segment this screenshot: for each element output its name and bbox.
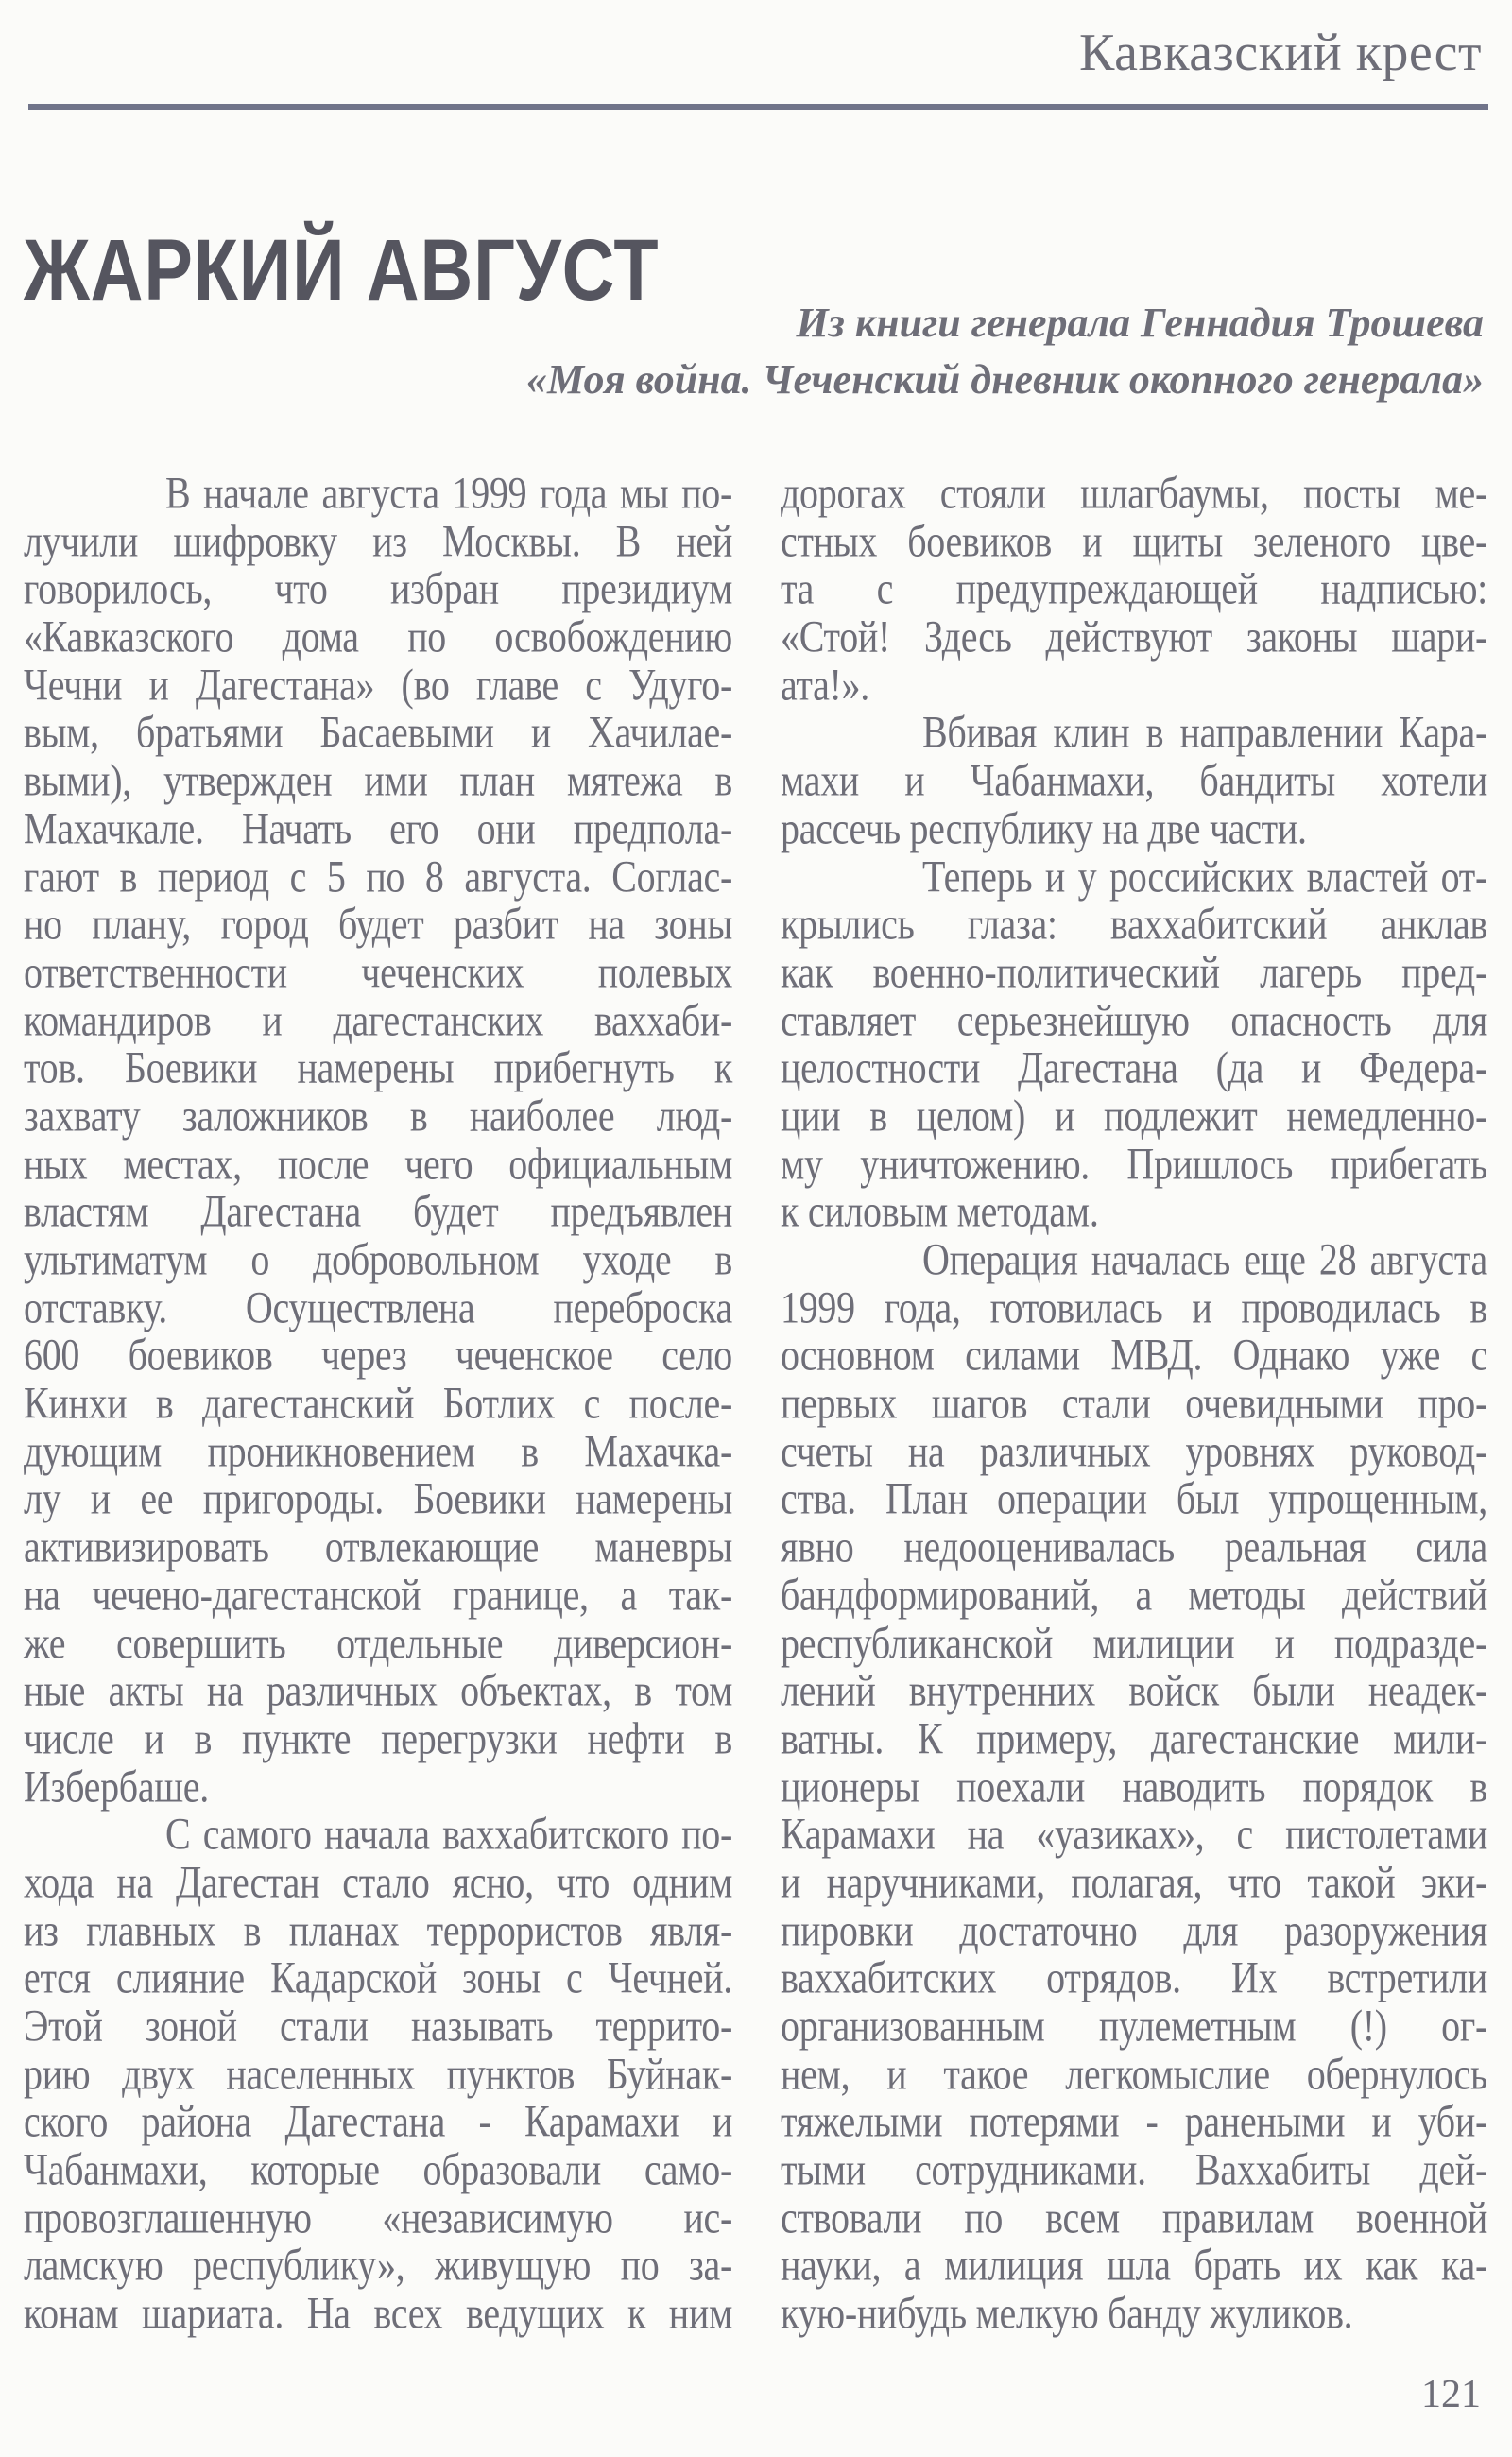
text-line: счеты на различных уровнях руковод- (781, 1425, 1487, 1477)
text-line: лений внутренних войск были неадек- (781, 1664, 1487, 1716)
text-line: кую-нибудь мелкую банду жуликов. (781, 2287, 1353, 2339)
text-line: С самого начала ваххабитского по- (165, 1808, 732, 1860)
text-line: и наручниками, полагая, что такой эки- (781, 1856, 1487, 1908)
text-line: ства. План операции был упрощенным, (781, 1472, 1487, 1524)
text-line: Теперь и у российских властей от- (922, 850, 1487, 902)
text-column-left (24, 467, 732, 2339)
text-line: числе и в пункте перегрузки нефти в (24, 1712, 732, 1764)
text-line: к силовым методам. (781, 1185, 1099, 1237)
text-line: пировки достаточно для разоружения (781, 1903, 1487, 1955)
text-line: рассечь республику на две части. (781, 802, 1307, 854)
text-line: махи и Чабанмахи, бандиты хотели (781, 754, 1487, 806)
text-line: «Стой! Здесь действуют законы шари- (781, 610, 1487, 662)
text-line: как военно-политический лагерь пред- (781, 946, 1487, 998)
text-line: тов. Боевики намерены прибегнуть к (24, 1041, 732, 1093)
text-line: Кинхи в дагестанский Ботлих с после- (24, 1377, 732, 1429)
text-line: первых шагов стали очевидными про- (781, 1377, 1487, 1429)
text-line: ции в целом) и подлежит немедленно- (781, 1090, 1487, 1142)
text-line: лу и ее пригороды. Боевики намерены (24, 1472, 732, 1524)
text-line: Вбивая клин в направлении Кара- (922, 706, 1487, 758)
text-line: ответственности чеченских полевых (24, 946, 732, 998)
text-line: говорилось, что избран президиум (24, 562, 732, 614)
text-line: му уничтожению. Пришлось прибегать (781, 1137, 1487, 1189)
page-title: ЖАРКИЙ АВГУСТ (24, 221, 660, 318)
text-line: нем, и такое легкомыслие обернулось (781, 2048, 1487, 2100)
text-line: ультиматум о добровольном уходе в (24, 1233, 732, 1285)
text-line: выми), утвержден ими план мятежа в (24, 754, 732, 806)
text-line: провозглашенную «независимую ис- (24, 2191, 732, 2243)
text-line: Избербаше. (24, 1760, 209, 1812)
text-line: ствовали по всем правилам военной (781, 2191, 1487, 2243)
text-line: хода на Дагестан стало ясно, что одним (24, 1856, 732, 1908)
text-line: ется слияние Кадарской зоны с Чечней. (24, 1951, 732, 2003)
text-line: ные акты на различных объектах, в том (24, 1664, 732, 1716)
text-line: ставляет серьезнейшую опасность для (781, 993, 1487, 1045)
text-line: ных местах, после чего официальным (24, 1137, 732, 1189)
text-line: «Кавказского дома по освобождению (24, 610, 732, 662)
text-line: В начале августа 1999 года мы по- (165, 467, 732, 519)
running-header: Кавказский крест (1078, 24, 1482, 82)
text-line: отставку. Осуществлена переброска (24, 1281, 732, 1333)
text-line: Карамахи на «уазиках», с пистолетами (781, 1808, 1487, 1860)
text-line: властям Дагестана будет предъявлен (24, 1185, 732, 1237)
text-line: дорогах стояли шлагбаумы, посты ме- (781, 467, 1487, 519)
text-line: явно недооценивалась реальная сила (781, 1521, 1487, 1572)
text-line: конам шариата. На всех ведущих к ним (24, 2287, 732, 2339)
text-line: организованным пулеметным (!) ог- (781, 2000, 1487, 2052)
text-line: Чечни и Дагестана» (во главе с Удуго- (24, 659, 732, 711)
text-line: ционеры поехали наводить порядок в (781, 1760, 1487, 1812)
text-line: захвату заложников в наиболее люд- (24, 1090, 732, 1142)
text-line: ваххабитских отрядов. Их встретили (781, 1951, 1487, 2003)
text-line: республиканской милиции и подразде- (781, 1616, 1487, 1668)
text-line: активизировать отвлекающие маневры (24, 1521, 732, 1572)
text-line: тыми сотрудниками. Ваххабиты дей- (781, 2143, 1487, 2195)
text-line: 600 боевиков через чеченское село (24, 1329, 732, 1381)
text-line: дующим проникновением в Махачка- (24, 1425, 732, 1477)
text-line: ламскую республику», живущую по за- (24, 2239, 732, 2291)
text-line: из главных в планах террористов явля- (24, 1903, 732, 1955)
subtitle-line-1: Из книги генерала Геннадия Трошева (796, 300, 1484, 346)
text-line: Чабанмахи, которые образовали само- (24, 2143, 732, 2195)
text-line: ского района Дагестана - Карамахи и (24, 2095, 732, 2147)
page-number: 121 (1421, 2373, 1481, 2416)
text-line: тяжелыми потерями - ранеными и уби- (781, 2095, 1487, 2147)
text-line: рию двух населенных пунктов Буйнак- (24, 2048, 732, 2100)
text-line: ата!». (781, 659, 869, 711)
text-line: ватны. К примеру, дагестанские мили- (781, 1712, 1487, 1764)
text-line: Этой зоной стали называть террито- (24, 2000, 732, 2052)
text-column-right (781, 467, 1487, 2339)
text-line: крылись глаза: ваххабитский анклав (781, 898, 1487, 950)
text-line: 1999 года, готовилась и проводилась в (781, 1281, 1487, 1333)
chapter-subtitle (526, 295, 1484, 408)
text-line: целостности Дагестана (да и Федера- (781, 1041, 1487, 1093)
text-line: вым, братьями Басаевыми и Хачилае- (24, 706, 732, 758)
text-line: Махачкале. Начать его они предпола- (24, 802, 732, 854)
text-line: же совершить отдельные диверсион- (24, 1616, 732, 1668)
text-line: лучили шифровку из Москвы. В ней (24, 515, 732, 567)
subtitle-line-2: «Моя война. Чеченский дневник окопного генерала» (526, 356, 1484, 403)
header-divider-rule (28, 104, 1488, 110)
text-line: командиров и дагестанских ваххаби- (24, 993, 732, 1045)
text-line: та с предупреждающей надписью: (781, 562, 1487, 614)
text-line: стных боевиков и щиты зеленого цве- (781, 515, 1487, 567)
text-line: основном силами МВД. Однако уже с (781, 1329, 1487, 1381)
text-line: но плану, город будет разбит на зоны (24, 898, 732, 950)
text-line: бандформирований, а методы действий (781, 1569, 1487, 1621)
text-line: науки, а милиция шла брать их как ка- (781, 2239, 1487, 2291)
text-line: на чечено-дагестанской границе, а так- (24, 1569, 732, 1621)
text-line: Операция началась еще 28 августа (922, 1233, 1487, 1285)
text-line: гают в период с 5 по 8 августа. Соглас- (24, 850, 732, 902)
